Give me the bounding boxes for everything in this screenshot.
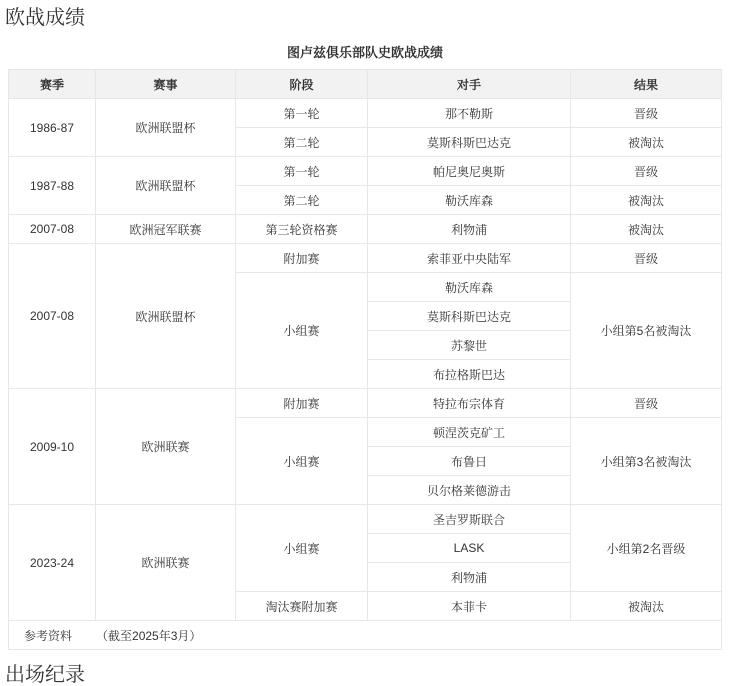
table-cell: 帕尼奥尼奥斯 [368,157,571,186]
table-cell: 布拉格斯巴达 [368,360,571,389]
table-footer-cell [9,621,722,650]
table-cell: 索菲亚中央陆军 [368,244,571,273]
table-cell: 2009-10 [9,389,96,505]
table-caption: 图卢兹俱乐部队史欧战成绩 [286,45,443,60]
euro-results-table-container [8,45,729,650]
table-cell: 晋级 [571,389,722,418]
table-cell: 附加赛 [236,244,368,273]
section-title-appearances: 出场纪录 [5,664,85,686]
table-cell: 1987-88 [9,157,96,215]
table-cell: 小组第5名被淘汰 [571,273,722,389]
table-cell: 欧洲联盟杯 [96,244,236,389]
table-cell: 第二轮 [236,128,368,157]
table-cell: 利物浦 [368,215,571,244]
column-header: 对手 [368,70,571,99]
table-row [9,99,722,128]
euro-results-table [8,45,722,650]
table-row [9,505,722,534]
table-cell: 晋级 [571,99,722,128]
table-cell: 附加赛 [236,389,368,418]
table-cell: 晋级 [571,157,722,186]
table-cell: 欧洲冠军联赛 [96,215,236,244]
table-cell: 2007-08 [9,215,96,244]
table-cell: 被淘汰 [571,592,722,621]
table-cell: 第一轮 [236,99,368,128]
table-row [9,157,722,186]
table-cell: 小组赛 [236,273,368,389]
table-cell: 被淘汰 [571,186,722,215]
table-cell: 被淘汰 [571,128,722,157]
table-cell: 晋级 [571,244,722,273]
table-cell: 第三轮资格赛 [236,215,368,244]
table-cell: 圣吉罗斯联合 [368,505,571,534]
table-row [9,244,722,273]
reference-label: 参考资料 [24,628,73,643]
table-cell: 莫斯科斯巴达克 [368,128,571,157]
table-cell: 小组第2名晋级 [571,505,722,592]
table-footer-row [9,621,722,650]
table-cell: 顿涅茨克矿工 [368,418,571,447]
section-title-euro-results: 欧战成绩 [5,7,85,29]
column-header: 阶段 [236,70,368,99]
table-cell: 被淘汰 [571,215,722,244]
table-cell: 利物浦 [368,563,571,592]
table-cell: 小组赛 [236,418,368,505]
table-row [9,215,722,244]
table-cell: 第二轮 [236,186,368,215]
table-cell: 莫斯科斯巴达克 [368,302,571,331]
table-cell: LASK [368,534,571,563]
table-cell: 贝尔格莱德游击 [368,476,571,505]
column-header: 结果 [571,70,722,99]
table-cell: 第一轮 [236,157,368,186]
table-body [9,99,722,621]
table-header-row [9,70,722,99]
table-cell: 那不勒斯 [368,99,571,128]
table-cell: 小组第3名被淘汰 [571,418,722,505]
table-row [9,389,722,418]
table-cell: 淘汰赛附加赛 [236,592,368,621]
table-cell: 2023-24 [9,505,96,621]
table-cell: 勒沃库森 [368,186,571,215]
column-header: 赛事 [96,70,236,99]
table-cell: 欧洲联赛 [96,389,236,505]
table-cell: 欧洲联盟杯 [96,99,236,157]
table-cell: 布鲁日 [368,447,571,476]
reference-date-note: （截至2025年3月） [96,628,202,643]
table-cell: 苏黎世 [368,331,571,360]
table-cell: 勒沃库森 [368,273,571,302]
column-header: 赛季 [9,70,96,99]
table-cell: 欧洲联盟杯 [96,157,236,215]
table-cell: 2007-08 [9,244,96,389]
table-cell: 欧洲联赛 [96,505,236,621]
table-cell: 特拉布宗体育 [368,389,571,418]
table-cell: 本菲卡 [368,592,571,621]
table-cell: 小组赛 [236,505,368,592]
table-cell: 1986-87 [9,99,96,157]
